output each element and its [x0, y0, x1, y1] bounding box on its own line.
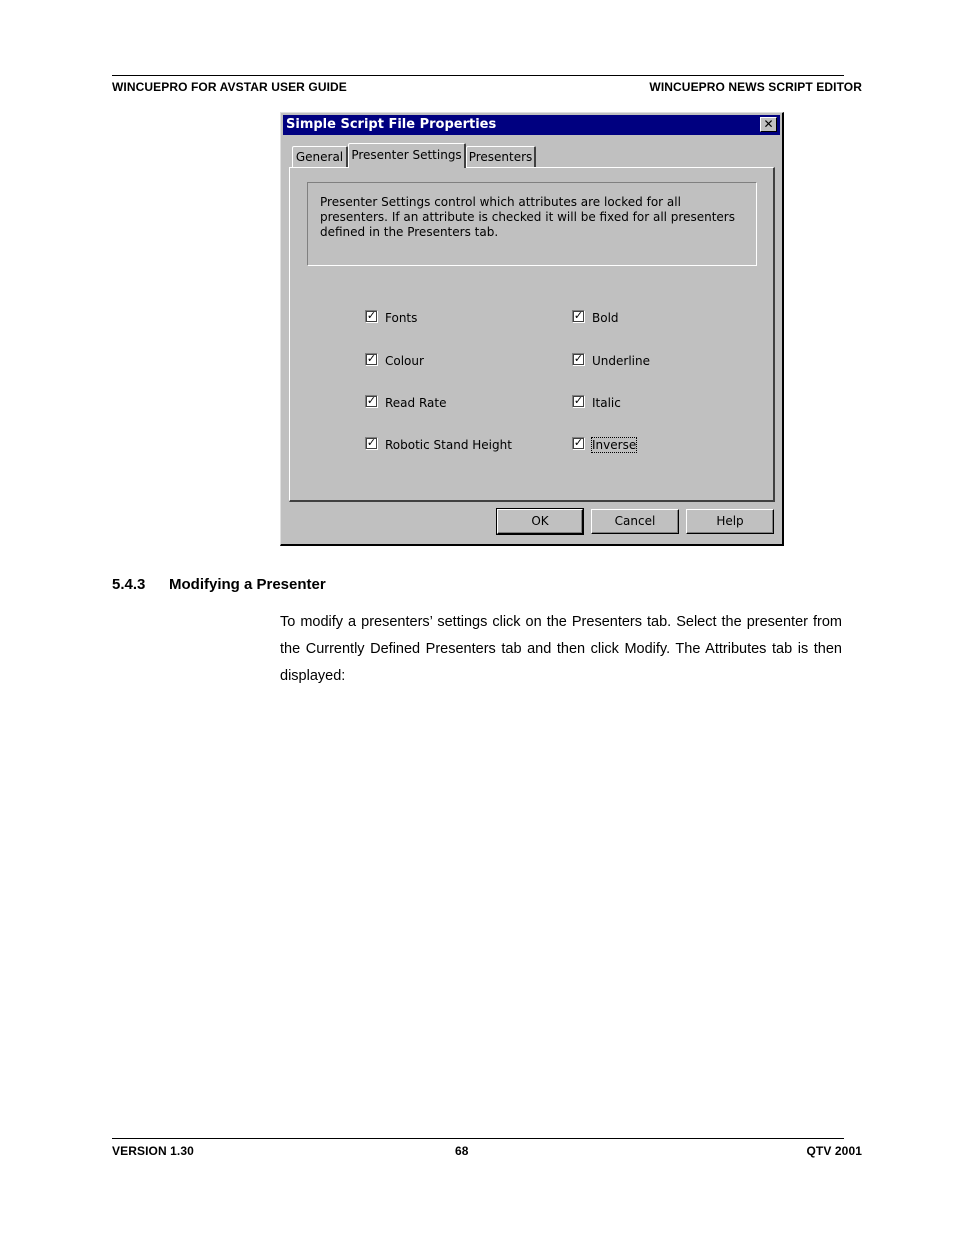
tab-general[interactable]: General [292, 146, 348, 168]
header-rule [112, 75, 844, 76]
checkbox-check-icon: ✓ [573, 394, 584, 407]
header-right: WINCUEPRO NEWS SCRIPT EDITOR [649, 80, 862, 94]
section-number: 5.4.3 [112, 576, 146, 593]
footer-rule [112, 1138, 844, 1139]
checkbox-label: Underline [592, 354, 650, 368]
checkbox-check-icon: ✓ [573, 436, 584, 449]
checkbox-read-rate[interactable] [365, 395, 446, 411]
checkbox-check-icon: ✓ [366, 394, 377, 407]
help-button[interactable]: Help [686, 509, 774, 534]
checkbox-check-icon: ✓ [366, 436, 377, 449]
checkbox-label: Italic [592, 396, 621, 410]
tab-presenters[interactable]: Presenters [466, 146, 536, 168]
dialog-titlebar [283, 115, 780, 135]
header-left: WINCUEPRO FOR AVSTAR USER GUIDE [112, 80, 347, 94]
tab-panel [289, 167, 775, 502]
checkbox-italic[interactable] [572, 395, 621, 411]
checkbox-check-icon: ✓ [366, 352, 377, 365]
checkbox-colour[interactable] [365, 353, 424, 369]
checkbox-inverse[interactable] [572, 437, 636, 453]
properties-dialog [280, 112, 784, 546]
checkbox-check-icon: ✓ [573, 309, 584, 322]
body-paragraph: To modify a presenters’ settings click on the Presenters tab. Select the presenter from the Currently Defined Presenters tab and then click Modify. The Attributes tab is then displayed: [280, 614, 842, 684]
checkbox-check-icon: ✓ [573, 352, 584, 365]
checkbox-bold[interactable] [572, 310, 619, 326]
close-icon: ✕ [763, 117, 774, 131]
ok-button[interactable]: OK [497, 509, 583, 534]
dialog-title: Simple Script File Properties [286, 117, 497, 132]
info-box [307, 182, 757, 266]
footer-right: QTV 2001 [806, 1144, 862, 1158]
info-text: Presenter Settings control which attributes are locked for all presenters. If an attribute is checked it will be fixed for all presenters defined in the Presenters tab. [320, 195, 735, 239]
checkbox-label: Bold [592, 311, 619, 325]
tab-presenter-settings[interactable]: Presenter Settings [348, 143, 466, 168]
checkbox-label: Colour [385, 354, 424, 368]
checkbox-robotic-stand-height[interactable] [365, 437, 512, 453]
footer-version: VERSION 1.30 [112, 1144, 194, 1158]
close-button[interactable] [760, 117, 777, 132]
checkbox-label: Inverse [592, 438, 637, 452]
active-tab-joint [349, 166, 464, 169]
checkbox-label: Robotic Stand Height [385, 438, 512, 452]
checkbox-label: Read Rate [385, 396, 447, 410]
cancel-button[interactable]: Cancel [591, 509, 679, 534]
checkbox-label: Fonts [385, 311, 418, 325]
section-title: Modifying a Presenter [169, 576, 326, 593]
checkbox-check-icon: ✓ [366, 309, 377, 322]
checkbox-underline[interactable] [572, 353, 650, 369]
page-number: 68 [455, 1144, 469, 1158]
checkbox-fonts[interactable] [365, 310, 417, 326]
